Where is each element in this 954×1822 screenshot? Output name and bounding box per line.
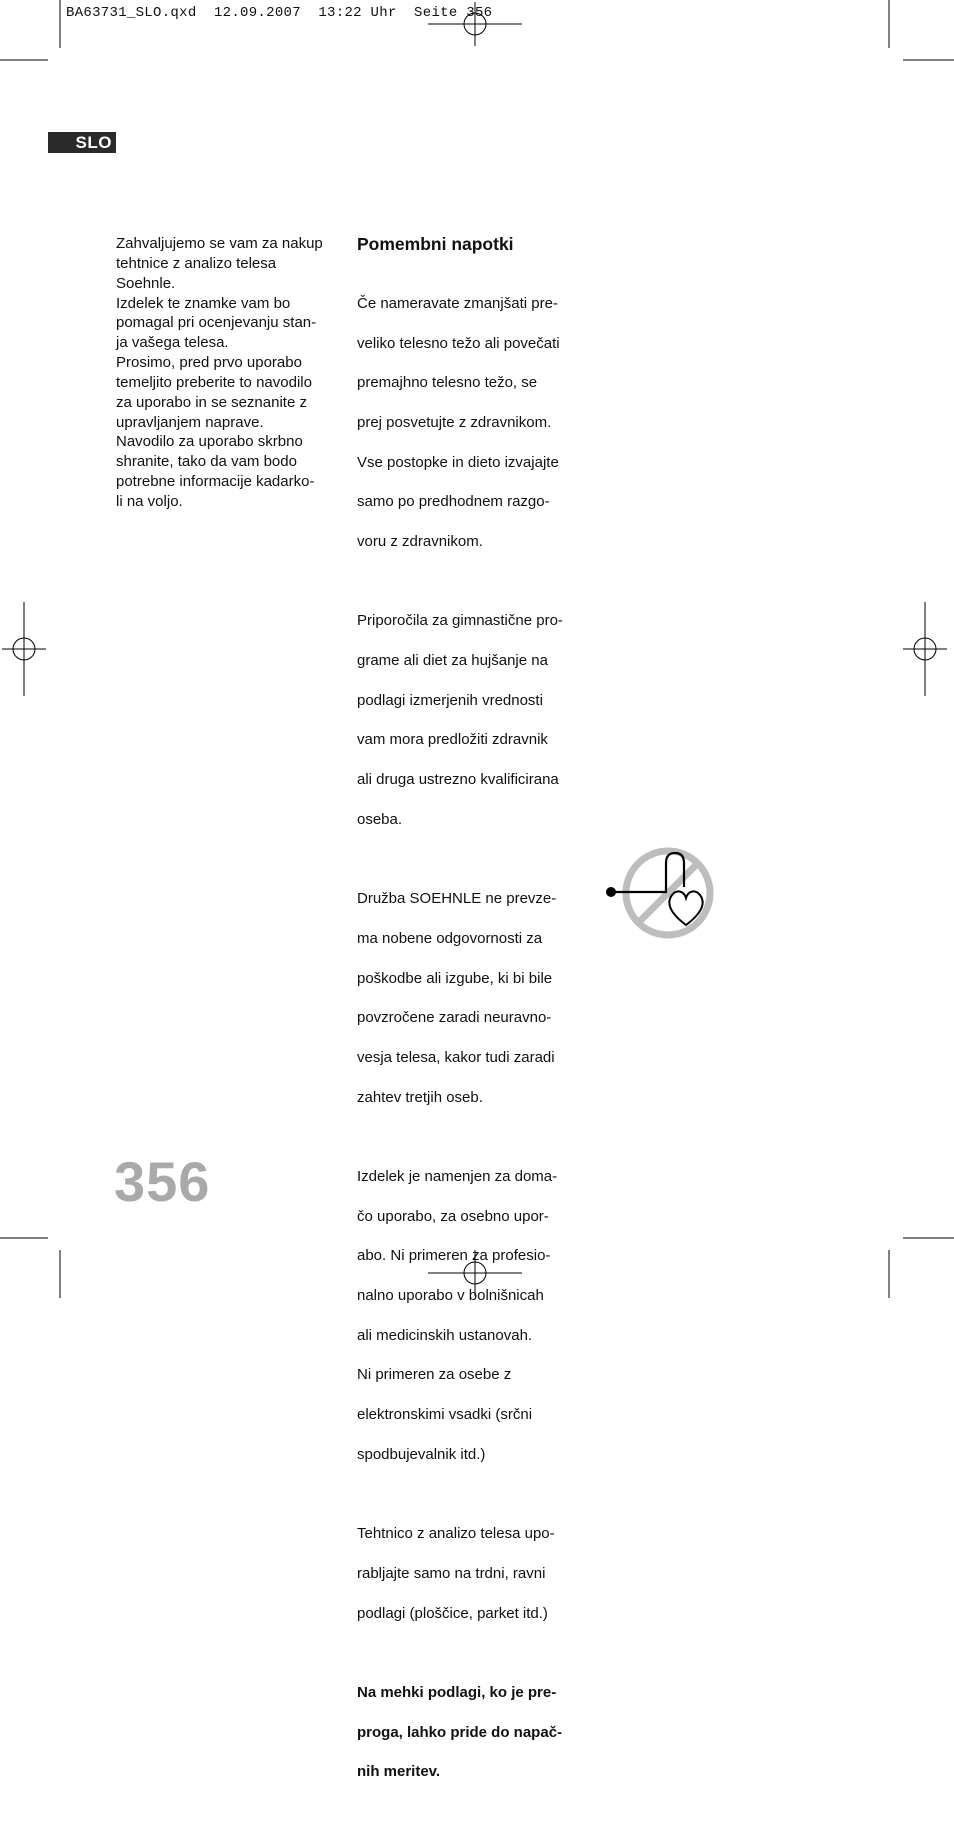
intro-line: tehtnice z analizo telesa [116,254,277,272]
intro-line: Zahvaljujemo se vam za nakup [116,235,323,252]
notes-line: čo uporabo, za osebno upor- [357,1207,549,1225]
section-heading: Pomembni napotki [357,234,514,254]
warning-line: proga, lahko pride do napač- [357,1723,563,1741]
notes-line: vesja telesa, kakor tudi zaradi [357,1048,555,1066]
notes-paragraph [357,1147,577,1484]
intro-line: pomagal pri ocenjevanju stan- [116,314,317,332]
notes-line: ali medicinskih ustanovah. [357,1326,533,1344]
notes-line: Če nameravate zmanjšati pre- [357,294,558,312]
notes-line: oseba. [357,810,403,828]
notes-line: podlagi izmerjenih vrednosti [357,691,543,709]
notes-line: veliko telesno težo ali povečati [357,334,560,352]
warning-line: nih meritev. [357,1763,441,1781]
notes-line: elektronskimi vsadki (srčni [357,1406,533,1424]
notes-line: Družba SOEHNLE ne prevze- [357,890,557,908]
intro-line: Navodilo za uporabo skrbno [116,433,303,451]
language-tab: SLO [48,132,116,153]
notes-line: podlagi (ploščice, parket itd.) [357,1604,548,1622]
notes-line: zahtev tretjih oseb. [357,1088,483,1106]
notes-line: vam mora predložiti zdravnik [357,731,548,749]
important-notes-column [357,234,577,1822]
notes-line: ma nobene odgovornosti za [357,929,543,947]
notes-line: Ni primeren za osebe z [357,1366,512,1384]
notes-line: voru z zdravnikom. [357,532,483,550]
intro-line: ja vašega telesa. [116,334,229,352]
notes-line: Izdelek je namenjen za doma- [357,1167,558,1185]
notes-line: grame ali diet za hujšanje na [357,652,548,670]
warning-line: Na mehki podlagi, ko je pre- [357,1683,557,1701]
notes-line: Tehtnico z analizo telesa upo- [357,1525,555,1543]
warning-paragraph [357,1663,577,1802]
intro-line: Prosimo, pred prvo uporabo [116,354,302,372]
page-number: 356 [114,1150,211,1213]
notes-line: samo po predhodnem razgo- [357,493,550,511]
intro-line: li na voljo. [116,492,183,510]
notes-line: poškodbe ali izgube, ki bi bile [357,969,553,987]
intro-line: temeljito preberite to navodilo [116,373,312,391]
notes-line: spodbujevalnik itd.) [357,1445,486,1463]
notes-line: povzročene zaradi neuravno- [357,1009,552,1027]
notes-paragraph [357,592,577,850]
intro-line: shranite, tako da vam bodo [116,453,297,471]
notes-paragraph [357,274,577,572]
no-pacemaker-icon [600,843,720,948]
notes-line: ali druga ustrezno kvalificirana [357,771,559,789]
intro-line: upravljanjem naprave. [116,413,264,431]
intro-line: Izdelek te znamke vam bo [116,294,291,312]
file-header-slug: BA63731_SLO.qxd 12.09.2007 13:22 Uhr Seite 356 [66,5,493,21]
notes-line: Priporočila za gimnastične pro- [357,612,563,630]
intro-column [116,234,336,512]
notes-paragraph [357,869,577,1127]
intro-line: potrebne informacije kadarko- [116,473,315,491]
notes-paragraph [357,1504,577,1643]
intro-line: Soehnle. [116,274,176,292]
notes-line: nalno uporabo v bolnišnicah [357,1287,544,1305]
notes-line: prej posvetujte z zdravnikom. [357,413,552,431]
notes-line: rabljajte samo na trdni, ravni [357,1564,546,1582]
intro-line: za uporabo in se seznanite z [116,393,307,411]
notes-line: abo. Ni primeren za profesio- [357,1247,551,1265]
notes-line: Vse postopke in dieto izvajajte [357,453,559,471]
notes-line: premajhno telesno težo, se [357,374,538,392]
